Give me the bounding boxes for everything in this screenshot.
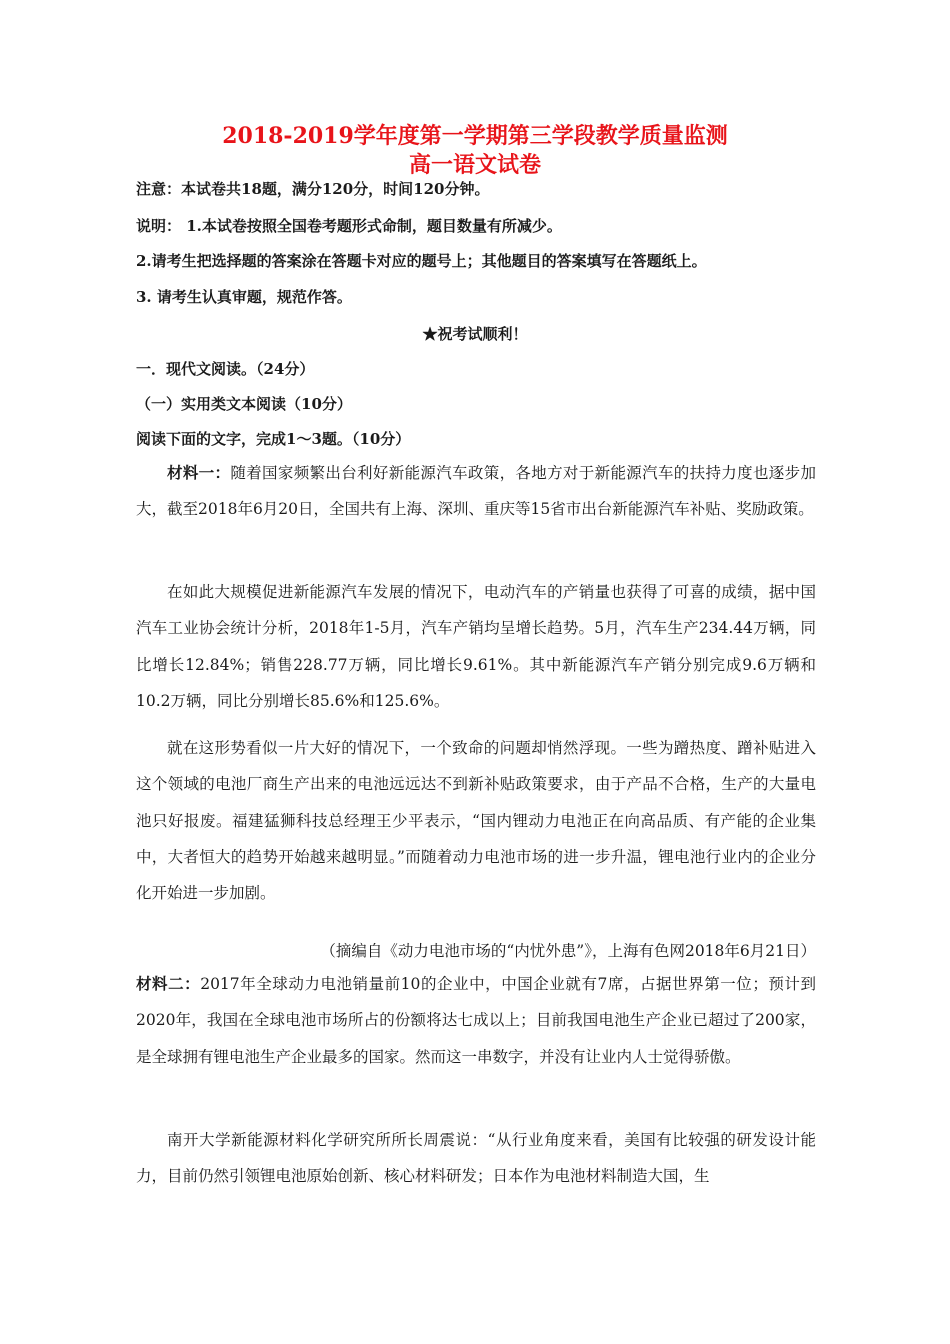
material1-paragraph-3: 就在这形势看似一片大好的情况下，一个致命的问题却悄然浮现。一些为蹭热度、蹭补贴进入这个领域的电池厂商生产出来的电池远远达不到新补贴政策要求，由于产品不合格，生产的大量电池只好报废。福建猛狮科技总经理王少平表示，“国内锂动力电池正在向高品质、有产能的企业集中，大者恒大的趋势开始越来越明显。”而随着动力电池市场的进一步升温，锂电池行业内的企业分化开始进一步加剧。	[136, 739, 816, 903]
explain-line-2: 2.请考生把选择题的答案涂在答题卡对应的题号上；其他题目的答案填写在答题纸上。	[136, 252, 707, 270]
explain-line-1: 说明： 1.本试卷按照全国卷考题形式命制，题目数量有所减少。	[136, 217, 562, 235]
sub-section-heading: （一）实用类文本阅读（10分）	[136, 395, 352, 413]
material2-paragraph-1	[136, 966, 816, 1075]
notice-line: 注意：本试卷共18题，满分120分，时间120分钟。	[136, 180, 490, 198]
material1-paragraph-1	[136, 455, 816, 528]
explain-line-3: 3. 请考生认真审题，规范作答。	[136, 288, 352, 306]
reading-instruction: 阅读下面的文字，完成1～3题。（10分）	[136, 430, 411, 448]
material1-source: （摘编自《动力电池市场的“内忧外患”》，上海有色网2018年6月21日）	[320, 942, 816, 960]
material2-label: 材料二：	[136, 974, 201, 993]
exam-subtitle: 高一语文试卷	[408, 152, 541, 178]
material2-paragraph-2: 南开大学新能源材料化学研究所所长周震说：“从行业角度来看，美国有比较强的研发设计能力，目前仍然引领锂电池原始创新、核心材料研发；日本作为电池材料制造大国，生	[136, 1131, 816, 1186]
material1-label: 材料一：	[167, 463, 231, 482]
exam-title: 2018-2019学年度第一学期第三学段教学质量监测	[222, 123, 728, 149]
material1-paragraph-2: 在如此大规模促进新能源汽车发展的情况下，电动汽车的产销量也获得了可喜的成绩，据中国汽车工业协会统计分析，2018年1-5月，汽车产销均呈增长趋势。5月，汽车生产234.44万辆，同比增长12.84%；销售228.77万辆，同比增长9.61%。其中新能源汽车产销分别完成9.6万辆和10.2万辆，同比分别增长85.6%和125.6%。	[136, 583, 816, 710]
section-heading: 一．现代文阅读。（24分）	[136, 360, 315, 378]
material1-paragraph-1-text: 随着国家频繁出台利好新能源汽车政策，各地方对于新能源汽车的扶持力度也逐步加大，截至2018年6月20日，全国共有上海、深圳、重庆等15省市出台新能源汽车补贴、奖励政策。	[136, 464, 816, 519]
material2-paragraph-1-text: 2017年全球动力电池销量前10的企业中，中国企业就有7席，占据世界第一位；预计到2020年，我国在全球电池市场所占的份额将达七成以上；目前我国电池生产企业已超过了200家，是全球拥有锂电池生产企业最多的国家。然而这一串数字，并没有让业内人士觉得骄傲。	[136, 975, 816, 1066]
good-luck-line: ★祝考试顺利！	[422, 325, 528, 343]
